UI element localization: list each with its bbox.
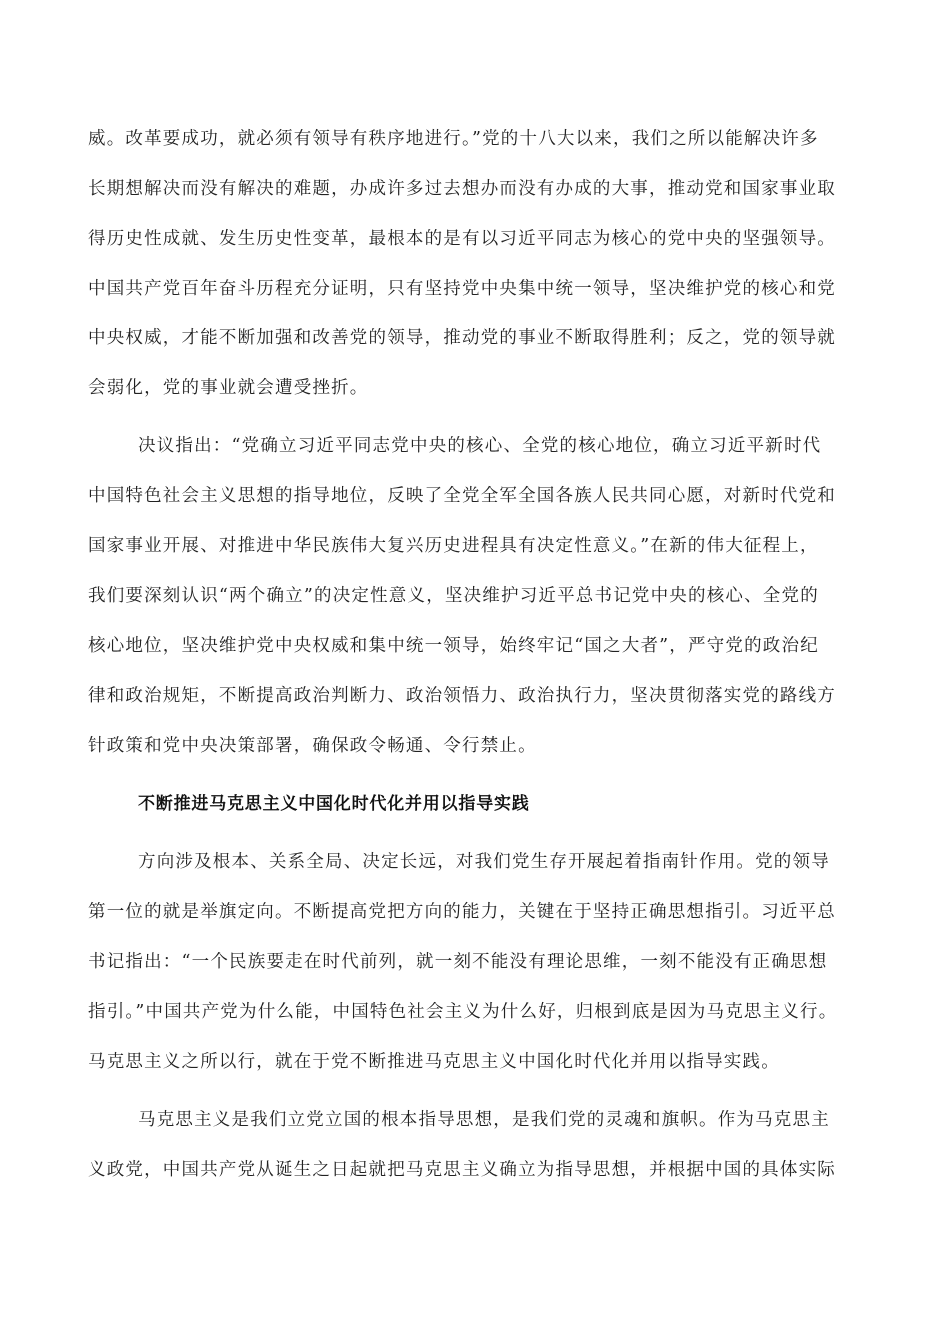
paragraph-3-line-5: 马克思主义之所以行，就在于党不断推进马克思主义中国化时代化并用以指导实践。 — [88, 1052, 780, 1072]
paragraph-4-line-2: 义政党，中国共产党从诞生之日起就把马克思主义确立为指导思想，并根据中国的具体实际 — [88, 1160, 836, 1180]
paragraph-2-line-2: 中国特色社会主义思想的指导地位，反映了全党全军全国各族人民共同心愿，对新时代党和 — [88, 486, 836, 506]
paragraph-3-line-4: 指引。”中国共产党为什么能，中国特色社会主义为什么好，归根到底是因为马克思主义行。 — [88, 1002, 838, 1022]
paragraph-2-line-5: 核心地位，坚决维护党中央权威和集中统一领导，始终牢记“国之大者”，严守党的政治纪 — [88, 636, 819, 656]
section-heading: 不断推进马克思主义中国化时代化并用以指导实践 — [138, 794, 530, 814]
paragraph-1-line-6: 会弱化，党的事业就会遭受挫折。 — [88, 378, 369, 398]
paragraph-3-line-1: 方向涉及根本、关系全局、决定长远，对我们党生存开展起着指南针作用。党的领导 — [138, 852, 830, 872]
paragraph-2-line-3: 国家事业开展、对推进中华民族伟大复兴历史进程具有决定性意义。”在新的伟大征程上， — [88, 536, 819, 556]
paragraph-3-line-3: 书记指出：“一个民族要走在时代前列，就一刻不能没有理论思维，一刻不能没有正确思想 — [88, 952, 828, 972]
paragraph-1-line-1: 威。改革要成功，就必须有领导有秩序地进行。”党的十八大以来，我们之所以能解决许多 — [88, 129, 819, 149]
paragraph-1-line-2: 长期想解决而没有解决的难题，办成许多过去想办而没有办成的大事，推动党和国家事业取 — [88, 179, 836, 199]
paragraph-2-line-7: 针政策和党中央决策部署，确保政令畅通、令行禁止。 — [88, 736, 537, 756]
paragraph-1-line-3: 得历史性成就、发生历史性变革，最根本的是有以习近平同志为核心的党中央的坚强领导。 — [88, 229, 836, 249]
paragraph-4-line-1: 马克思主义是我们立党立国的根本指导思想，是我们党的灵魂和旗帜。作为马克思主 — [138, 1110, 830, 1130]
paragraph-3-line-2: 第一位的就是举旗定向。不断提高党把方向的能力，关键在于坚持正确思想指引。习近平总 — [88, 902, 836, 922]
paragraph-1-line-4: 中国共产党百年奋斗历程充分证明，只有坚持党中央集中统一领导，坚决维护党的核心和党 — [88, 279, 836, 299]
paragraph-2-line-4: 我们要深刻认识“两个确立”的决定性意义，坚决维护习近平总书记党中央的核心、全党的 — [88, 586, 819, 606]
paragraph-2-line-1: 决议指出：“党确立习近平同志党中央的核心、全党的核心地位，确立习近平新时代 — [138, 436, 822, 456]
paragraph-1-line-5: 中央权威，才能不断加强和改善党的领导，推动党的事业不断取得胜利；反之，党的领导就 — [88, 328, 836, 348]
paragraph-2-line-6: 律和政治规矩，不断提高政治判断力、政治领悟力、政治执行力，坚决贯彻落实党的路线方 — [88, 686, 836, 706]
